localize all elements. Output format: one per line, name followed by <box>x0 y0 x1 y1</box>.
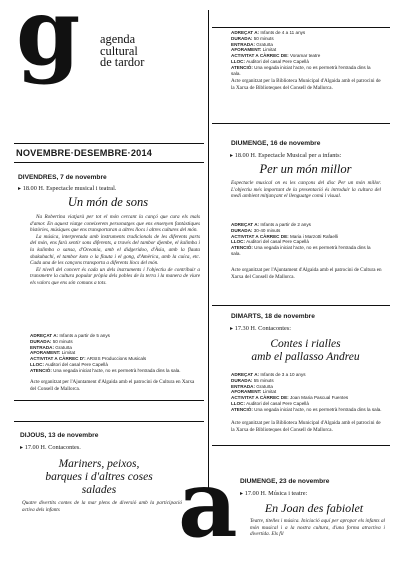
masthead-letter-g: g <box>16 0 81 86</box>
event-day: DIMARTS, 18 de novembre <box>231 313 315 320</box>
event-description: Quatre divertits contes de la mar plens de diversió amb la participació activa dels infants <box>22 500 182 513</box>
info-line: AFORAMENT: Limitat <box>231 47 277 53</box>
info-line: LLOC: Auditori del casal Pere Capellà <box>231 400 309 406</box>
info-line: ENTRADA: Gratuïta <box>231 41 273 47</box>
info-line: DURADA: 50 minuts <box>30 338 73 344</box>
arrow-icon: ▸ <box>230 152 234 159</box>
info-line: DURADA: 30-40 minuts <box>231 227 281 233</box>
event-title-line: barques i d'altres coses <box>45 471 153 483</box>
info-line: ACTIVITAT A CÀRREC DE: Voramar teatre <box>231 53 321 59</box>
info-line: LLOC: Auditori del casal Pere Capellà <box>30 361 108 367</box>
arrow-icon: ▸ <box>20 444 24 451</box>
rule <box>14 400 204 401</box>
event-time: ▸ 17.30 H. Contacontes: <box>230 325 292 332</box>
masthead-title-line: cultural <box>100 43 138 58</box>
column-divider <box>208 10 209 490</box>
info-block <box>30 333 200 374</box>
period-heading: NOVEMBRE·DESEMBRE·2014 <box>16 148 153 158</box>
event-title: Un món de sons <box>67 195 149 209</box>
info-line: ADREÇAT A: Infants a partir de 2 anys <box>231 222 311 227</box>
info-line: DURADA: 55 minuts <box>231 377 274 383</box>
rule <box>212 123 390 124</box>
event-title-line: Contes i rialles <box>270 338 341 350</box>
rule <box>212 305 390 306</box>
info-line: ENTRADA: Gratuïta <box>30 344 72 350</box>
description-paragraph: El nivell del concert és cada un dels instruments i l'objectiu de contribuir a transmetre la cultura popular pròpia dels pobles de la terra i la manera de viure els valors que ens són comuns a tots. <box>30 266 200 286</box>
event-title <box>228 338 383 364</box>
event-title-line: salades <box>81 484 117 496</box>
organizer-note: Acte organitzat per la Biblioteca Municipal d'Algaida amb el patrocini de la Xarxa de Biblioteques del Consell de Mallorca. <box>231 420 381 433</box>
arrow-icon: ▸ <box>18 185 22 192</box>
masthead-title-line: de tardor <box>100 55 145 70</box>
event-day: DIJOUS, 13 de novembre <box>20 432 99 439</box>
event-title: Per un món millor <box>259 162 352 176</box>
info-line: ADREÇAT A: Infants a partir de 5 anys <box>30 333 110 338</box>
info-line: ATENCIÓ: Una vegada iniciat l'acte, no es permetrà l'entrada dins la sala. <box>30 367 181 373</box>
info-line: ACTIVITAT A CÀRREC DE: Maria i Marzotti Rafaelli <box>231 233 338 239</box>
info-line: ADREÇAT A: Infants de 4 a 11 anys <box>231 30 306 35</box>
event-time: ▸ 18.00 H. Espectacle Musical per a infants: <box>230 152 342 159</box>
info-line: AFORAMENT: Limitat <box>30 350 76 356</box>
event-day: DIUMENGE, 23 de novembre <box>240 478 330 485</box>
rule <box>14 421 204 422</box>
rule <box>212 27 390 28</box>
event-time: ▸ 18.00 H. Espectacle musical i teatral. <box>18 185 117 192</box>
arrow-icon: ▸ <box>240 490 244 497</box>
description-paragraph: La música, interpretada amb instruments tradicionals de les diferents parts del món, ens farà sentir sons diferents, a través del tambor djembe, el kalimba i la kalimba o sansa, d'Oceania, amb el didgeridoo, d'Àsia, amb la flauta shakuhachi, el tambor koto o la flauta i el gong, d'Amèrica, amb la cuíca, etc. Cada una de les cançons transporta a diferents llocs del món. <box>30 233 200 267</box>
organizer-note: Acte organitzat per l'Ajuntament d'Algaida amb el patrocini de Cultura en Xarxa del Consell de Mallorca. <box>231 267 382 280</box>
event-description <box>30 214 200 331</box>
info-line: ACTIVITAT A CÀRREC DE: Joan Maria Pascual Fuentes <box>231 395 349 401</box>
info-line: AFORAMENT: Limitat <box>231 389 277 395</box>
info-line: ATENCIÓ: Una vegada iniciat l'acte, no es permetrà l'entrada dins la sala. <box>231 64 371 76</box>
info-line: LLOC: Auditori del casal Pere Capellà <box>231 58 309 64</box>
event-description: Espectacle musical on es les cançons del disc Per un món millor. L'objectiu més important de la presentació és introduir la cultura del medi ambient mitjançant el llenguatge comú i visual. <box>231 180 381 200</box>
info-line: ADREÇAT A: Infants de 3 a 10 anys <box>231 372 306 377</box>
info-line: ATENCIÓ: Una vegada iniciat l'acte, no es permetrà l'entrada dins la sala. <box>231 245 371 256</box>
masthead-title-line: agenda <box>100 32 136 46</box>
event-title-line: Mariners, peixos, <box>58 458 140 470</box>
event-title: En Joan des fabiolet <box>264 501 364 515</box>
info-block <box>231 222 381 257</box>
arrow-icon: ▸ <box>230 325 234 332</box>
event-day: DIUMENGE, 16 de novembre <box>231 140 321 147</box>
organizer-note: Acte organitzat per la Biblioteca Municipal d'Algaida amb el patrocini de la Xarxa de Biblioteques del Consell de Mallorca. <box>231 78 381 91</box>
event-description: Teatre, titelles i música. Iniciació aquí per apropar els infants al món musical i a la nostra cultura, d'una forma atractiva i divertida. Els fil <box>250 518 385 538</box>
event-time: ▸ 17.00 H. Contacontes. <box>20 444 81 451</box>
masthead-letter-a: a <box>178 450 238 558</box>
rule <box>14 143 204 144</box>
info-block-top <box>231 30 381 76</box>
masthead-title <box>100 34 144 69</box>
info-line: ACTIVITAT A CÀRREC D': ARSIS Produccions Musicals <box>30 356 147 362</box>
info-line: ATENCIÓ: Una vegada iniciat l'acte, no es permetrà l'entrada dins la sala. <box>231 406 382 412</box>
info-line: ENTRADA: Gratuïta <box>231 383 273 389</box>
info-line: LLOC: Auditori del casal Pere Capellà <box>231 239 309 245</box>
rule <box>14 162 204 163</box>
event-title-line: amb el pallasso Andreu <box>251 351 360 363</box>
event-day: DIVENDRES, 7 de novembre <box>18 174 107 181</box>
info-line: DURADA: 50 minuts <box>231 35 274 41</box>
organizer-note: Acte organitzat per l'Ajuntament d'Algaida amb el patrocini de Cultura en Xarxa del Consell de Mallorca. <box>30 379 195 392</box>
event-time: ▸ 17.00 H. Música i teatre: <box>240 490 308 497</box>
rule <box>212 445 390 446</box>
info-block <box>231 372 383 413</box>
event-title <box>14 458 184 497</box>
description-paragraph: Na Robertina viatjarà per tot el món cercant la cançó que cura els mals d'amor. En aquest viatge coneixerem personatges que ens ensenyen fantàstiques històries, músiques que ens transportaran a altres llocs i altres cultures del món. <box>30 214 200 234</box>
